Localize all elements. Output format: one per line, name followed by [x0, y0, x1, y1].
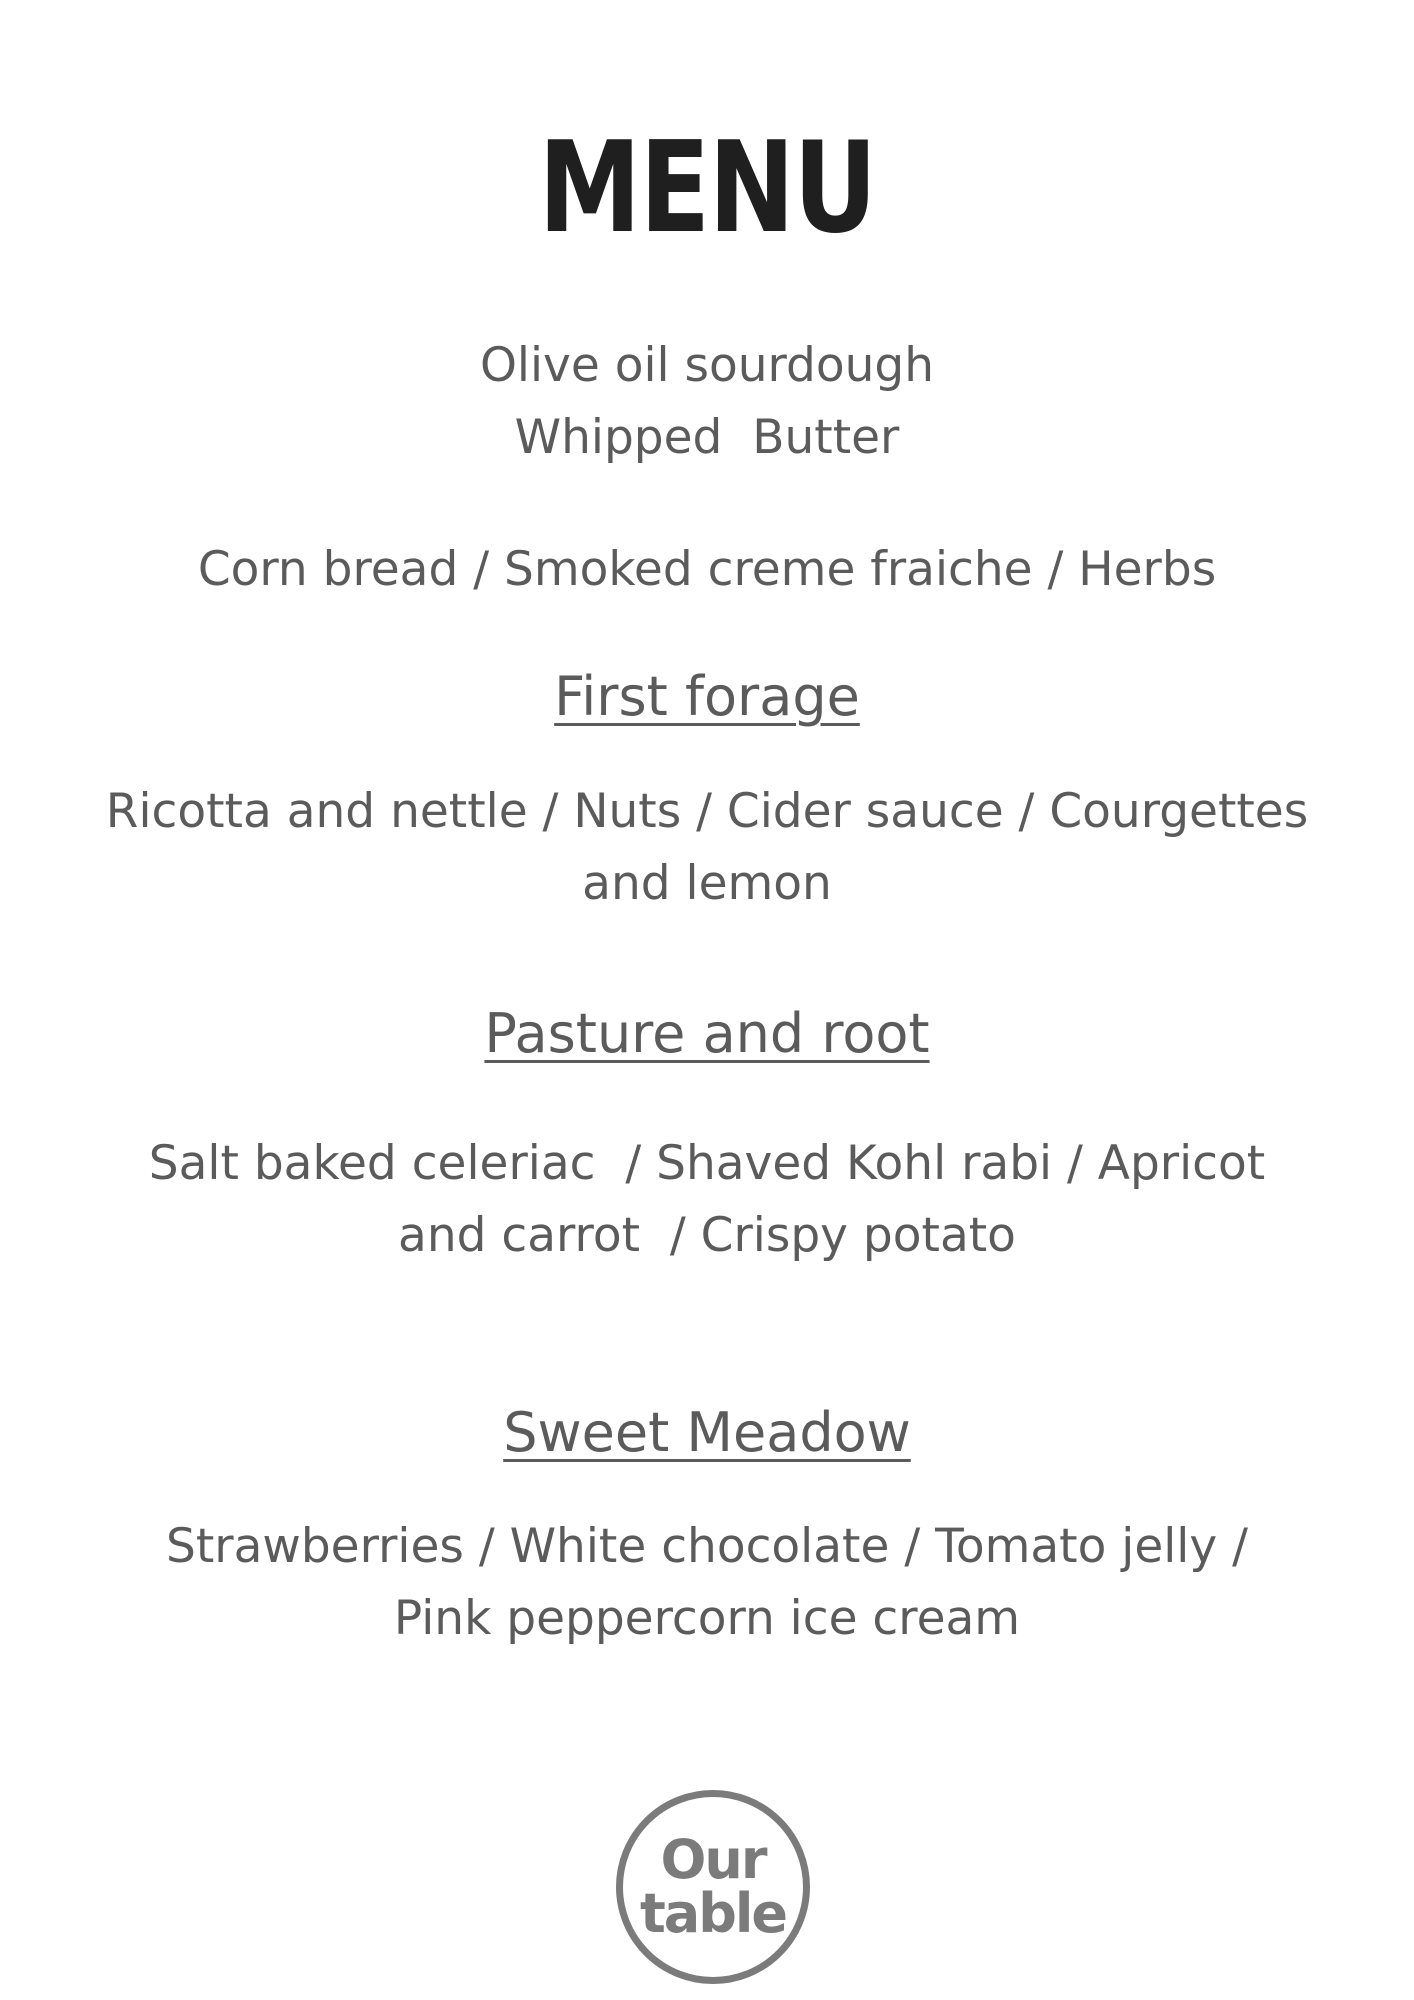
section-heading-first-forage-text: First forage	[554, 665, 860, 728]
bread-course-line-2: Whipped Butter	[514, 410, 900, 465]
pasture-and-root-dish-line-1: Salt baked celeriac / Shaved Kohl rabi / Apricot	[148, 1136, 1266, 1191]
our-table-logo	[616, 1790, 810, 1984]
section-heading-first-forage	[0, 665, 1414, 729]
sweet-meadow-dish-line-2: Pink peppercorn ice cream	[393, 1591, 1021, 1646]
sweet-meadow-dish	[0, 1511, 1414, 1655]
pasture-and-root-dish-line-2: and carrot / Crispy potato	[398, 1208, 1016, 1263]
pasture-and-root-dish	[0, 1128, 1414, 1272]
first-forage-dish	[0, 776, 1414, 920]
section-heading-pasture-and-root-text: Pasture and root	[484, 1002, 930, 1065]
snack-course	[0, 534, 1414, 606]
menu-title: MENU	[538, 114, 876, 261]
bread-course	[0, 330, 1414, 474]
logo-line-2: table	[639, 1882, 787, 1945]
first-forage-dish-line-1: Ricotta and nettle / Nuts / Cider sauce / Courgettes	[105, 784, 1309, 839]
section-heading-sweet-meadow-text: Sweet Meadow	[503, 1401, 911, 1464]
bread-course-line-1: Olive oil sourdough	[479, 338, 935, 393]
snack-course-line-1: Corn bread / Smoked creme fraiche / Herbs	[197, 542, 1217, 597]
logo-line-1: Our	[660, 1828, 766, 1891]
section-heading-pasture-and-root	[0, 1002, 1414, 1066]
sweet-meadow-dish-line-1: Strawberries / White chocolate / Tomato jelly /	[166, 1519, 1248, 1574]
section-heading-sweet-meadow	[0, 1401, 1414, 1465]
first-forage-dish-line-2: and lemon	[582, 856, 832, 911]
